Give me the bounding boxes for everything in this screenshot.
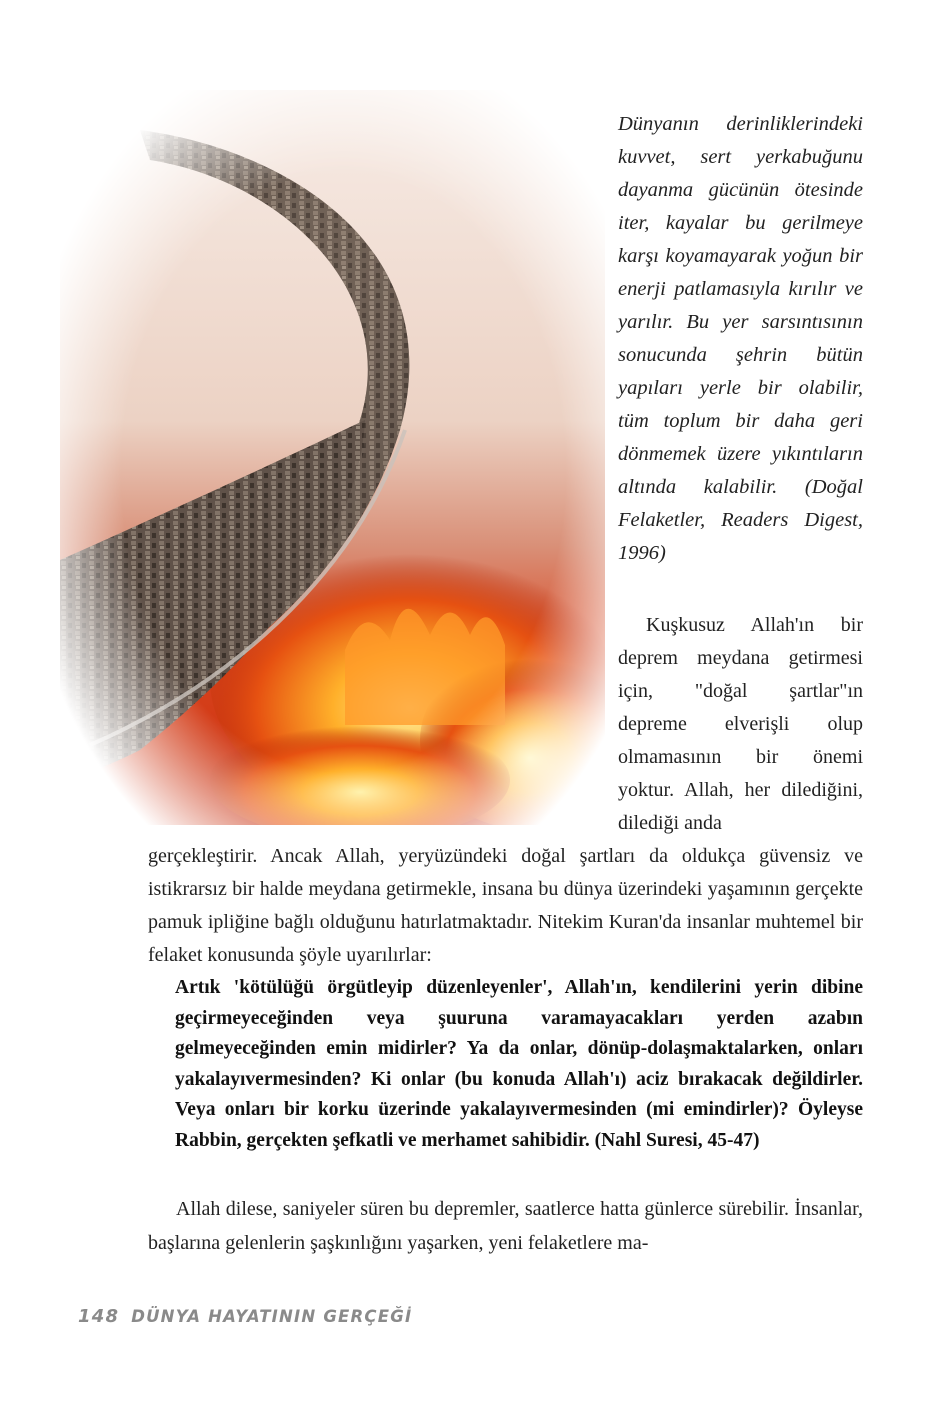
body-paragraph-2: Allah dilese, saniyeler süren bu depremler, saatlerce hatta günlerce sürebilir. İnsanlar, başlarına gelenlerin şaşkınlığını yaşarken, yeni felaketlere ma- [148, 1198, 863, 1254]
page-number: 148 [78, 1306, 120, 1327]
book-title: DÜNYA HAYATININ GERÇEĞİ [131, 1307, 413, 1326]
verse-quote [175, 973, 863, 1156]
earthquake-illustration [60, 90, 605, 825]
body-text-wide-column [148, 840, 863, 972]
body-paragraph-1-start: Kuşkusuz Allah'ın bir deprem meydana getirmesi için, "doğal şartlar"ın depreme elverişli olup olmamasının bir önemi yoktur. Allah, her dilediğini, dilediği anda [618, 614, 863, 834]
body-text-closing [148, 1192, 863, 1260]
body-paragraph-1-end: gerçekleştirir. Ancak Allah, yeryüzündeki doğal şartları da oldukça güvensiz ve istikrarsız bir halde meydana getirmekle, insana bu dünya üzerindeki yaşamının gerçekte pamuk ipliğine bağlı olduğunu hatırlatmaktadır. Nitekim Kuran'da insanlar muhtemel bir felaket konusunda şöyle uyarılırlar: [148, 845, 863, 966]
page-footer [78, 1306, 412, 1327]
body-text-narrow-column [618, 609, 863, 840]
city-fire-illustration-icon [60, 90, 605, 825]
quote-text: Artık 'kötülüğü örgütleyip düzenleyenler', Allah'ın, kendilerini yerin dibine geçirmeyeceğinden veya şuuruna varamayacakları yerden azabın gelmeyeceğinden emin midirler? Ya da onlar, dönüp-dolaşmaktalarken, onları yakalayıvermesinden? Ki onlar (bu konuda Allah'ı) aciz bırakacak değildirler. Veya onları bir korku üzerinde yakalayıvermesinden (mi emindirler)? Öyleyse Rabbin, gerçekten şefkatli ve merhamet sahibidir. (Nahl Suresi, 45-47) [175, 977, 863, 1151]
illustration-caption [618, 108, 863, 570]
caption-text: Dünyanın derinliklerindeki kuvvet, sert yerkabuğunu dayanma gücünün ötesinde iter, kayalar bu gerilmeye karşı koyamayarak yoğun bir enerji patlamasıyla kırılır ve yarılır. Bu yer sarsıntısının sonucunda şehrin bütün yapıları yerle bir olabilir, tüm toplum bir daha geri dönmemek üzere yıkıntıların altında kalabilir. (Doğal Felaketler, Readers Digest, 1996) [618, 113, 863, 564]
